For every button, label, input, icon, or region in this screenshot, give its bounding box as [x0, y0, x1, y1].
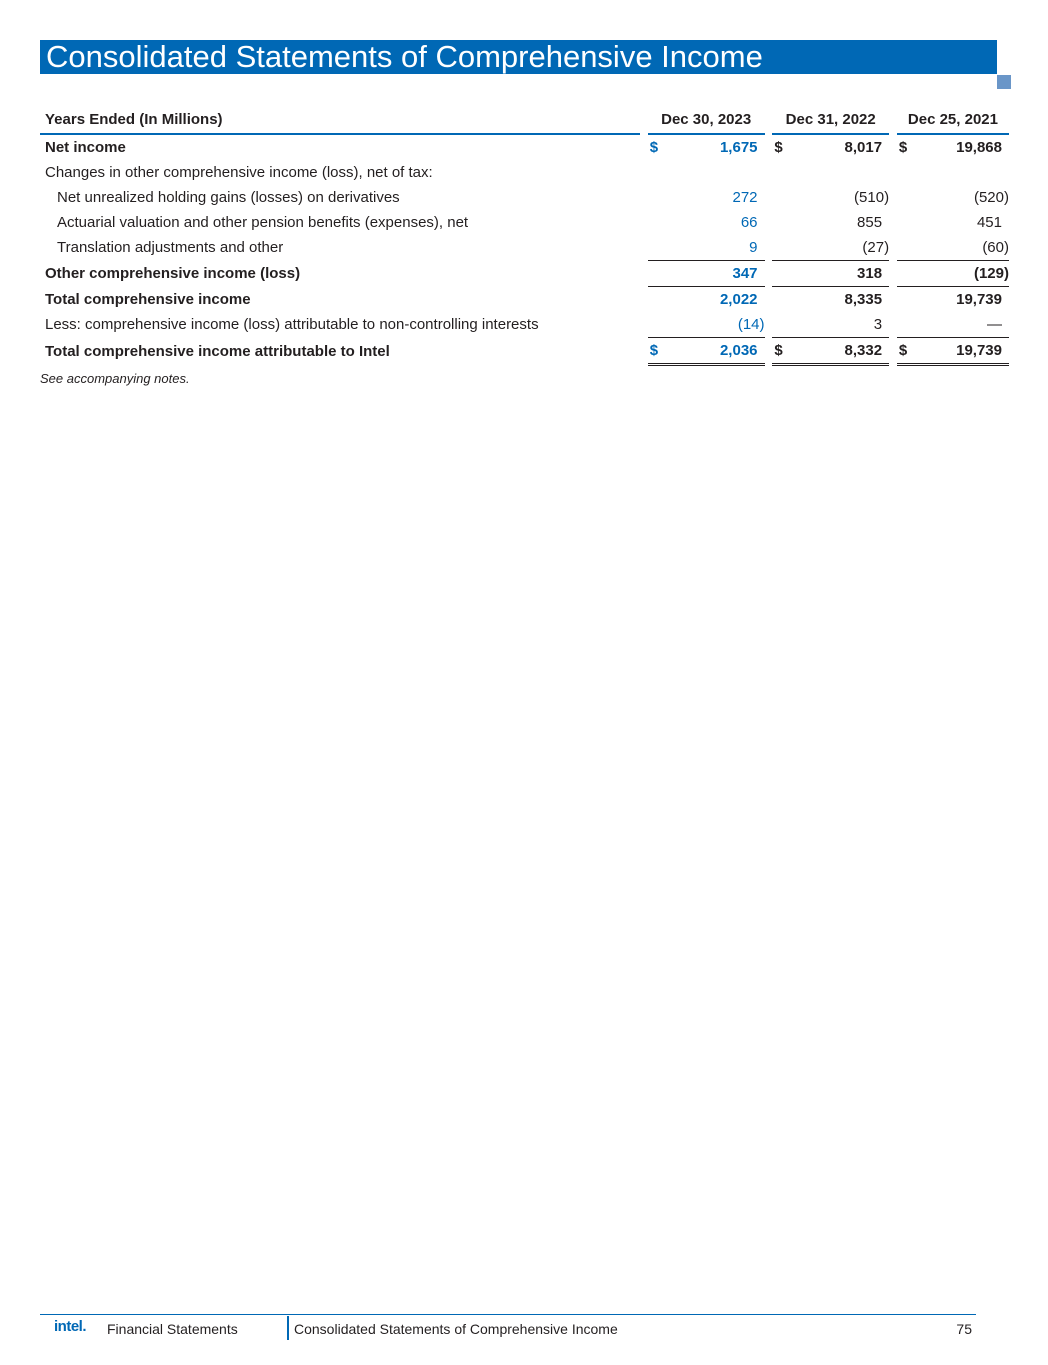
footer-section-name: Financial Statements [107, 1321, 238, 1337]
title-accent-square [997, 75, 1011, 89]
row-label: Total comprehensive income [45, 290, 251, 308]
table-row-changes-heading [40, 160, 1009, 185]
value-2023: 272 [732, 189, 758, 206]
value-2021: 451 [976, 214, 1002, 231]
table-header-row [40, 107, 1009, 135]
currency-symbol: $ [649, 139, 659, 156]
table-row-total-attributable-intel [40, 337, 1009, 366]
column-header-2022: Dec 31, 2022 [772, 107, 889, 135]
value-2023: 2,036 [666, 337, 765, 366]
row-label: Translation adjustments and other [57, 239, 284, 256]
intel-logo: intel. [54, 1318, 87, 1335]
page-title: Consolidated Statements of Comprehensive Income [40, 40, 997, 74]
table-row-net-income [40, 135, 1009, 160]
currency-symbol: $ [774, 139, 783, 156]
currency-symbol: $ [648, 337, 666, 366]
currency-symbol: $ [897, 337, 915, 366]
row-label: Other comprehensive income (loss) [45, 264, 301, 282]
table-row-less-nci [40, 312, 1009, 337]
column-header-2021: Dec 25, 2021 [897, 107, 1009, 135]
value-2023: (14) [737, 316, 765, 333]
row-label: Net unrealized holding gains (losses) on derivatives [57, 189, 400, 206]
value-2021: 19,739 [915, 337, 1009, 366]
value-2021: (129) [915, 260, 1009, 286]
table-row-actuarial [40, 210, 1009, 235]
table-row-unrealized-gains [40, 185, 1009, 210]
row-label: Actuarial valuation and other pension benefits (expenses), net [57, 214, 469, 231]
value-2022: 855 [857, 214, 883, 231]
table-row-translation [40, 235, 1009, 260]
currency-symbol: $ [898, 139, 908, 156]
value-2023: 66 [740, 214, 758, 231]
value-2022: 8,017 [844, 139, 883, 156]
currency-symbol: $ [772, 337, 790, 366]
value-2023: 9 [749, 239, 758, 256]
value-2022: (510) [854, 189, 890, 206]
table-header-label: Years Ended (In Millions) [40, 107, 640, 135]
value-2022: 318 [790, 260, 889, 286]
value-2022: 8,335 [790, 286, 889, 312]
row-label: Net income [45, 139, 126, 156]
value-2022: (27) [862, 239, 890, 256]
value-2023: 1,675 [719, 139, 758, 156]
row-label: Less: comprehensive income (loss) attributable to non-controlling interests [45, 316, 539, 333]
value-2023: 2,022 [666, 286, 765, 312]
footer-divider [287, 1316, 289, 1340]
footer-page-title: Consolidated Statements of Comprehensive Income [294, 1321, 618, 1337]
column-header-2023: Dec 30, 2023 [648, 107, 765, 135]
page-number: 75 [956, 1321, 972, 1337]
row-label: Changes in other comprehensive income (loss), net of tax: [45, 164, 433, 181]
value-2021: — [987, 316, 1002, 333]
value-2022: 8,332 [790, 337, 889, 366]
value-2021: (60) [982, 239, 1009, 256]
footer-rule [40, 1314, 976, 1315]
value-2022: 3 [873, 316, 883, 333]
value-2021: 19,868 [956, 139, 1002, 156]
value-2021: (520) [973, 189, 1009, 206]
table-row-total-comprehensive-income [40, 286, 1009, 312]
table-row-oci [40, 260, 1009, 286]
value-2023: 347 [666, 260, 765, 286]
accompanying-notes: See accompanying notes. [40, 371, 190, 386]
row-label: Total comprehensive income attributable to Intel [45, 343, 390, 360]
comprehensive-income-table [40, 107, 1009, 366]
value-2021: 19,739 [915, 286, 1009, 312]
